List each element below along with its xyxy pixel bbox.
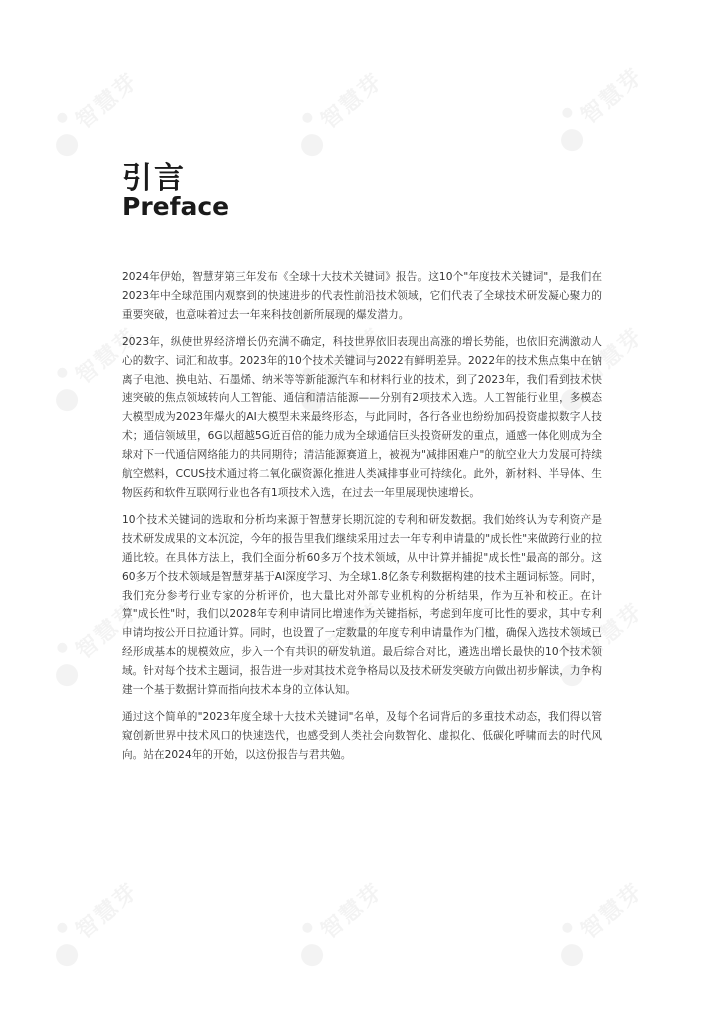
page-title: 引言 [122,161,186,196]
watermark: 智慧芽 [34,862,157,979]
watermark: 智慧芽 [34,307,157,424]
paragraph-1: 2024年伊始，智慧芽第三年发布《全球十大技术关键词》报告。这10个"年度技术关键词"，是我们在2023年中全球范围内观察到的快速进步的代表性前沿技术领域，它们代表了全球技术研发凝心聚力的重要突破，也意味着过去一年来科技创新所展现的爆发潜力。 [122,271,602,321]
paragraph-4: 通过这个简单的"2023年度全球十大技术关键词"名单，及每个名词背后的多重技术动态，我们得以管窥创新世界中技术风口的快速迭代，也感受到人类社会向数智化、虚拟化、低碳化呼啸而去的时代风向。站在2024年的开始，以这份报告与君共勉。 [122,710,602,761]
watermark: 智慧芽 [539,47,662,164]
watermark: 智慧芽 [34,52,157,169]
watermark: 智慧芽 [279,52,402,169]
watermark: 智慧芽 [279,307,402,424]
watermark: 智慧芽 [539,307,662,424]
page-subtitle: Preface [122,192,230,221]
watermark: 智慧芽 [539,582,662,699]
watermark: 智慧芽 [279,582,402,699]
watermark: 智慧芽 [34,582,157,699]
watermark: 智慧芽 [539,862,662,979]
paragraph-3: 10个技术关键词的选取和分析均来源于智慧芽长期沉淀的专利和研发数据。我们始终认为专利资产是技术研发成果的文本沉淀，今年的报告里我们继续采用过去一年专利申请量的"成长性"来做跨行业的拉通比较。在具体方法上，我们全面分析60多万个技术领域，从中计算并捕捉"成长性"最高的部分。这60多万个技术领域是智慧芽基于AI深度学习、为全球1.8亿条专利数据构建的技术主题词标签。同时，我们充分参考行业专家的分析评价，也大量比对外部专业机构的分析结果，作为互补和校正。在计算"成长性"时，我们以2028年专利申请同比增速作为关键指标，考虑到年度可比性的要求，其中专利申请均按公开日拉通计算。同时，也设置了一定数量的年度专利申请量作为门槛，确保入选技术领域已经形成基本的规模效应，步入一个有共识的研发轨道。最后综合对比，遴选出增长最快的10个技术领域。针对每个技术主题词，报告进一步对其技术竞争格局以及技术研发突破方向做出初步解读，力争构建一个基于数据计算而指向技术本身的立体认知。 [122,513,602,697]
preface-body [122,268,602,773]
paragraph-2: 2023年，纵使世界经济增长仍充满不确定，科技世界依旧表现出高涨的增长势能，也依旧充满激动人心的数字、词汇和故事。2023年的10个技术关键词与2022有鲜明差异。2022年的技术焦点集中在钠离子电池、换电站、石墨烯、纳米等等新能源汽车和材料行业的技术，到了2023年，我们看到技术快速突破的焦点领域转向人工智能、通信和清洁能源——分别有2项技术入选。人工智能行业里，多模态大模型成为2023年爆火的AI大模型未来最终形态，与此同时，各行各业也纷纷加码投资虚拟数字人技术；通信领域里，6G以超越5G近百倍的能力成为全球通信巨头投资研发的重点，通感一体化则成为全球对下一代通信网络能力的共同期待；清洁能源赛道上，被视为"减排困难户"的航空业大力发展可持续航空燃料，CCUS技术通过将二氧化碳资源化推进人类减排事业可持续化。此外，新材料、半导体、生物医药和软件互联网行业也各有1项技术入选，在过去一年里展现快速增长。 [122,335,602,499]
watermark: 智慧芽 [279,862,402,979]
